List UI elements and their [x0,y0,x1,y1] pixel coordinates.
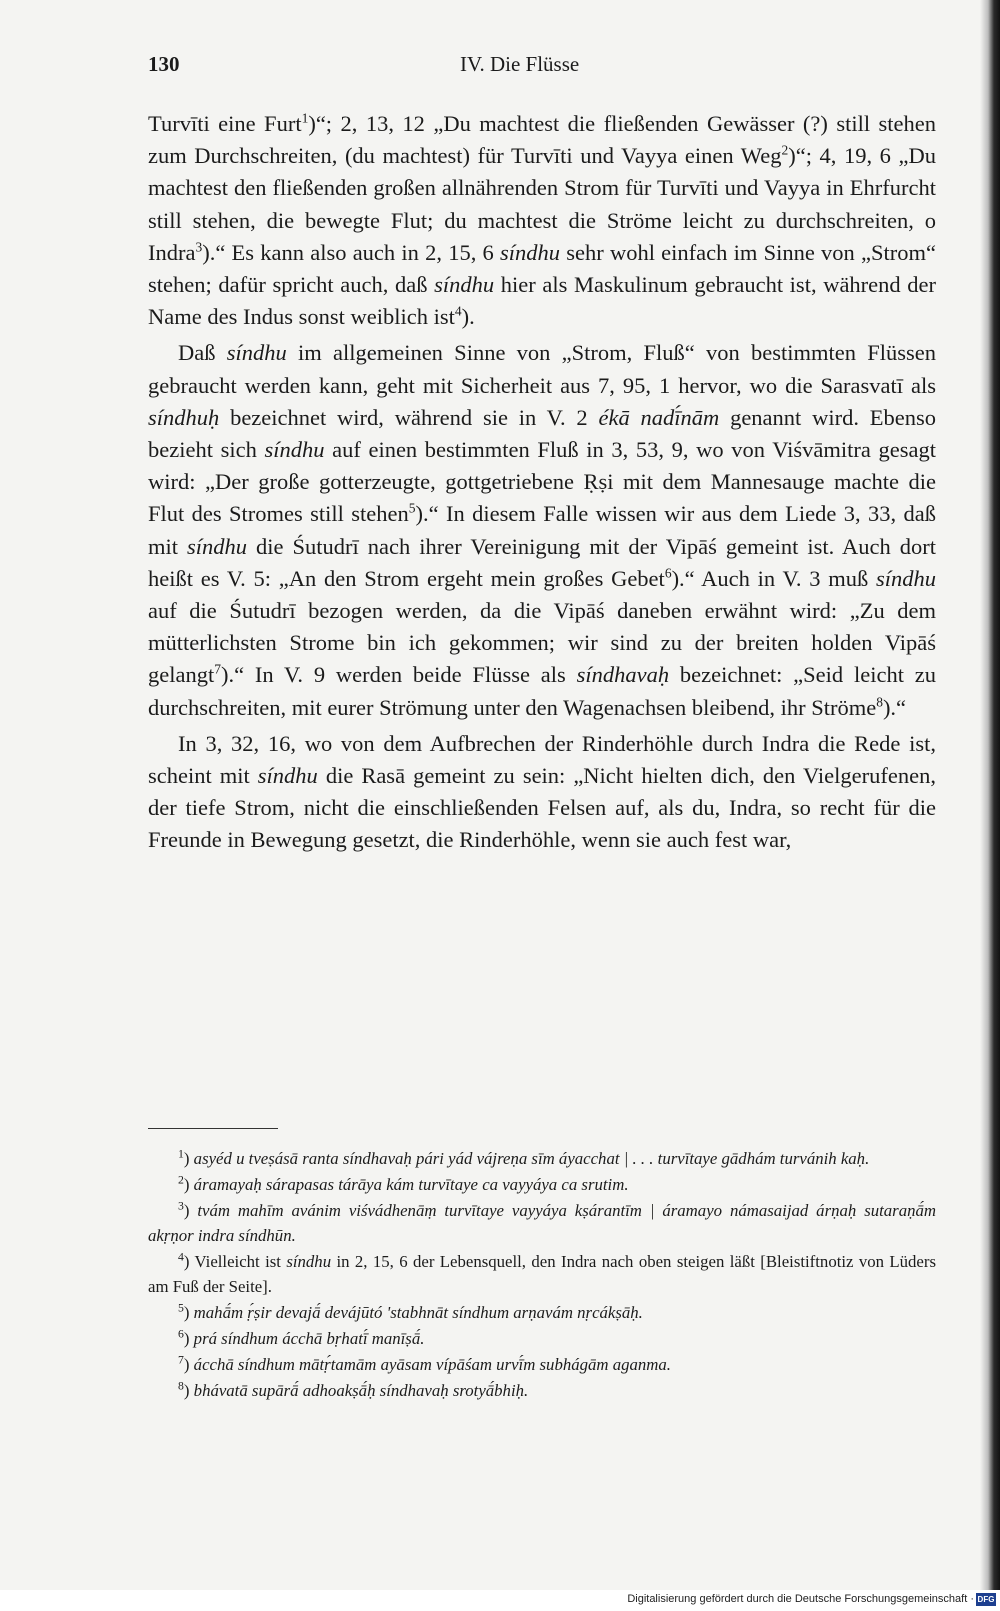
footnote-text: bhávatā supārā́ adhoakṣā́ḥ síndhavaḥ srotyā́bhiḥ. [193,1381,529,1400]
digitization-credit: Digitalisierung gefördert durch die Deutsche Forschungsgemeinschaft · [627,1593,974,1605]
footnote-text: prá síndhum ácchā bṛhatī́ manīṣā́. [193,1329,425,1348]
footnote-number: 4 [178,1250,184,1264]
running-head: IV. Die Flüsse [460,52,580,76]
footnote-number: 3 [178,1199,184,1213]
footnote: $^4$) Vielleicht ist síndhu in 2, 15, 6 der Lebensquell, den Indra nach oben steigen läßt [Bleistiftnotiz von Lüders am Fuß der Seite]. [148,1250,937,1296]
paragraph: Daß síndhu im allgemeinen Sinne von „Strom, Fluß“ von bestimmten Flüssen gebraucht werden kann, geht mit Sicherheit aus 7, 95, 1 hervor, wo die Sarasvatī als síndhuḥ bezeichnet wird, während sie in V. 2 ékā nadī́nām genannt wird. Ebenso bezieht sich síndhu auf einen bestimmten Fluß in 3, 53, 9, wo von Viśvāmitra gesagt wird: „Der große gotterzeugte, gottgetriebene Ṛṣi mit dem Mannesauge machte die Flut des Stromes still stehen$^5$).“ In diesem Falle wissen wir aus dem Liede 3, 33, daß mit síndhu die Śutudrī nach ihrer Vereinigung mit der Vipāś gemeint ist. Auch dort heißt es V. 5: „An den Strom ergeht mein großes Gebet$^6$).“ Auch in V. 3 muß síndhu auf die Śutudrī bezogen werden, da die Vipāś daneben erwähnt wird: „Zu dem mütterlichsten Strome bin ich gekommen; wir sind zu der breiten holden Vipāś gelangt$^7$).“ In V. 9 werden beide Flüsse als síndhavaḥ bezeichnet: „Seid leicht zu durchschreiten, mit eurer Strömung unter den Wagenachsen bleibend, ihr Ströme$^8$).“ [148,340,937,720]
footnote: $^8$) bhávatā supārā́ adhoakṣā́ḥ síndhavaḥ srotyā́bhiḥ. [178,1379,529,1400]
footnote-number: 6 [178,1327,184,1341]
footnote-text: tvám mahīm avánim viśvádhenāṃ turvītaye vayyáya kṣárantīm | áramayo námasaijad árṇaḥ sutaraṇā́m akṛṇor indra síndhūn. [148,1201,936,1245]
page-header [148,52,938,82]
footnote: $^5$) mahā́m ṛ́ṣir devajā́ devájūtó 'stabhnāt síndhum arṇavám nṛcákṣāḥ. [178,1301,643,1322]
footer-bar [0,1590,1000,1611]
page-number: 130 [148,52,180,76]
body-text [148,104,936,857]
footnote-text: mahā́m ṛ́ṣir devajā́ devájūtó 'stabhnāt síndhum arṇavám nṛcákṣāḥ. [193,1303,643,1322]
paragraph: Turvīti eine Furt$^1$)“; 2, 13, 12 „Du machtest die fließenden Gewässer (?) still stehen zum Durchschreiten, (du machtest) für Turvīti und Vayya einen Weg$^2$)“; 4, 19, 6 „Du machtest den fließenden großen allnährenden Strom für Turvīti und Vayya in Ehrfurcht still stehen, die bewegte Flut; du machtest die Ströme leicht zu durchschreiten, o Indra$^3$).“ Es kann also auch in 2, 15, 6 síndhu sehr wohl einfach im Sinne von „Strom“ stehen; dafür spricht auch, daß síndhu hier als Maskulinum gebraucht ist, während der Name des Indus sonst weiblich ist$^4$). [148,110,937,330]
footnotes [148,1146,936,1404]
footnote: $^7$) ácchā síndhum mātṛ́tamām ayāsam vípāśam urvī́m subhágām aganma. [178,1353,671,1374]
dfg-logo-icon: DFG [977,1595,995,1604]
footnote: $^1$) asyéd u tveṣásā ranta síndhavaḥ pári yád vájreṇa sīm áyacchat | . . . turvītaye gādhám turvánih kaḥ. [178,1147,870,1168]
footnote: $^2$) áramayaḥ sárapasas tárāya kám turvītaye ca vayyáya ca srutim. [178,1173,629,1194]
footnote-number: 7 [178,1353,184,1367]
footnote-number: 5 [178,1301,184,1315]
footnote-number: 1 [178,1147,184,1161]
footnote-rule [148,1128,278,1129]
footnote-text: ácchā síndhum mātṛ́tamām ayāsam vípāśam urvī́m subhágām aganma. [193,1355,671,1374]
footnote: $^3$) tvám mahīm avánim viśvádhenāṃ turvītaye vayyáya kṣárantīm | áramayo námasaijad árṇaḥ sutaraṇā́m akṛṇor indra síndhūn. [148,1199,936,1245]
footnote-text: áramayaḥ sárapasas tárāya kám turvītaye ca vayyáya ca srutim. [193,1175,629,1194]
book-spine-shadow [980,0,1000,1590]
footnote: $^6$) prá síndhum ácchā bṛhatī́ manīṣā́. [178,1327,425,1348]
footnote-text: Vielleicht ist síndhu in 2, 15, 6 der Lebensquell, den Indra nach oben steigen läßt [Bleistiftnotiz von Lüders am Fuß der Seite]. [148,1252,937,1296]
footnote-number: 8 [178,1379,184,1393]
footnote-number: 2 [178,1173,184,1187]
paragraph: In 3, 32, 16, wo von dem Aufbrechen der Rinderhöhle durch Indra die Rede ist, scheint mit síndhu die Rasā gemeint zu sein: „Nicht hielten dich, den Vielgerufenen, der tiefe Strom, nicht die einschließenden Felsen auf, als du, Indra, so recht für die Freunde in Bewegung gesetzt, die Rinderhöhle, wenn sie auch fest war, [148,730,936,853]
footnote-text: asyéd u tveṣásā ranta síndhavaḥ pári yád vájreṇa sīm áyacchat | . . . turvītaye gādhám turvánih kaḥ. [193,1149,870,1168]
